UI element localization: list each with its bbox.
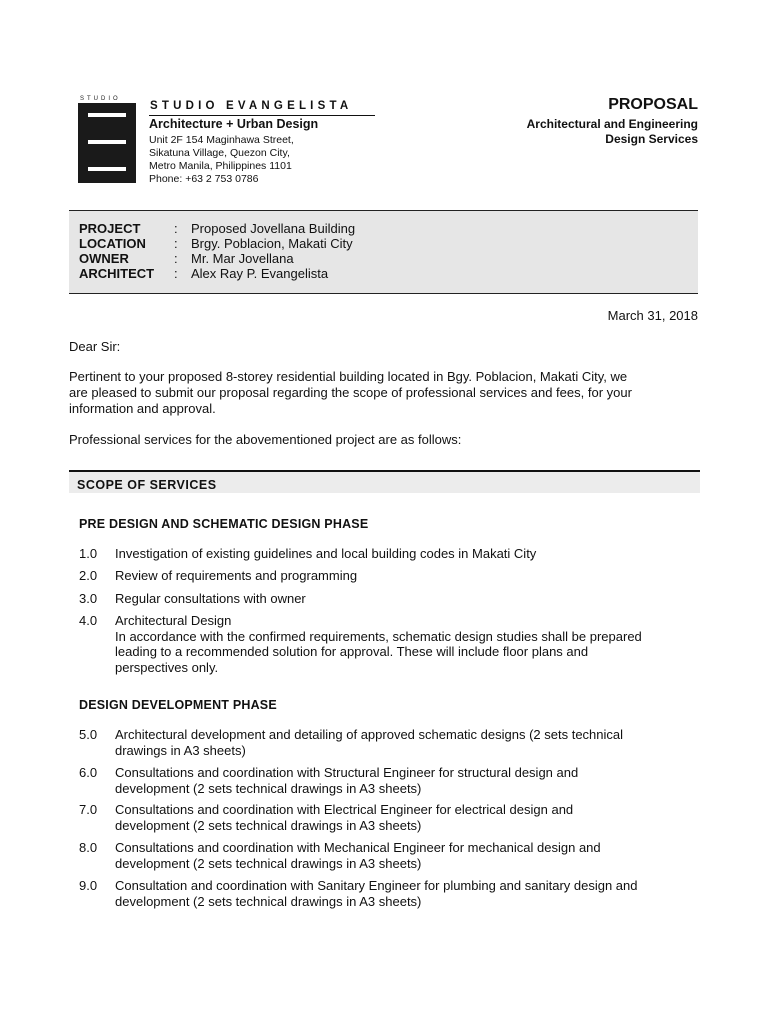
item-line: Regular consultations with owner bbox=[115, 591, 306, 606]
item-line: leading to a recommended solution for approval. These will include floor plans and bbox=[115, 644, 589, 659]
phase-title: PRE DESIGN AND SCHEMATIC DESIGN PHASE bbox=[79, 517, 369, 531]
logo-bar bbox=[88, 113, 126, 117]
item-line: drawings in A3 sheets) bbox=[115, 742, 246, 758]
service-item bbox=[115, 840, 700, 871]
service-item bbox=[115, 878, 700, 909]
studio-name: STUDIO EVANGELISTA bbox=[150, 100, 353, 112]
document-title: PROPOSAL bbox=[608, 96, 698, 113]
salutation: Dear Sir: bbox=[69, 339, 121, 354]
studio-tagline: Architecture + Urban Design bbox=[149, 117, 319, 131]
info-colon: : bbox=[174, 221, 178, 236]
item-line: In accordance with the confirmed requirements, schematic design studies shall be prepared bbox=[115, 628, 642, 644]
item-number: 9.0 bbox=[79, 878, 98, 893]
item-line: Consultations and coordination with Electrical Engineer for electrical design and bbox=[115, 802, 574, 817]
item-line: Architectural development and detailing of approved schematic designs (2 sets technical bbox=[115, 727, 624, 742]
service-item bbox=[115, 568, 700, 584]
service-item bbox=[115, 727, 700, 758]
service-item bbox=[115, 765, 700, 796]
item-number: 1.0 bbox=[79, 546, 98, 561]
info-value: Proposed Jovellana Building bbox=[191, 221, 356, 236]
item-line: Consultation and coordination with Sanitary Engineer for plumbing and sanitary design and bbox=[115, 878, 638, 893]
item-line: Architectural Design bbox=[115, 613, 232, 628]
studio-name-rule bbox=[149, 115, 375, 116]
item-line: Consultations and coordination with Mechanical Engineer for mechanical design and bbox=[115, 840, 601, 855]
item-line: Investigation of existing guidelines and local building codes in Makati City bbox=[115, 546, 537, 561]
item-line: development (2 sets technical drawings in A3 sheets) bbox=[115, 817, 422, 833]
item-number: 8.0 bbox=[79, 840, 98, 855]
address-line: Metro Manila, Philippines 1101 bbox=[149, 160, 292, 172]
service-item bbox=[115, 591, 700, 607]
info-label: OWNER bbox=[79, 251, 129, 266]
scope-title: SCOPE OF SERVICES bbox=[77, 478, 217, 492]
info-value: Mr. Mar Jovellana bbox=[191, 251, 294, 266]
intro-paragraph bbox=[69, 369, 699, 417]
service-item bbox=[115, 802, 700, 833]
info-colon: : bbox=[174, 251, 178, 266]
item-number: 4.0 bbox=[79, 613, 98, 628]
address-line: Sikatuna Village, Quezon City, bbox=[149, 147, 290, 159]
item-line: development (2 sets technical drawings in A3 sheets) bbox=[115, 893, 422, 909]
document-subtitle: Architectural and Engineering bbox=[526, 117, 698, 131]
address-line: Unit 2F 154 Maginhawa Street, bbox=[149, 134, 294, 146]
info-label: PROJECT bbox=[79, 221, 141, 236]
info-label: LOCATION bbox=[79, 236, 146, 251]
item-line: development (2 sets technical drawings in A3 sheets) bbox=[115, 780, 422, 796]
info-value: Alex Ray P. Evangelista bbox=[191, 266, 329, 281]
intro-line: are pleased to submit our proposal regarding the scope of professional services and fees, for your bbox=[69, 385, 632, 400]
logo-bar bbox=[88, 140, 126, 144]
service-item bbox=[115, 546, 700, 562]
info-label: ARCHITECT bbox=[79, 266, 155, 281]
item-number: 6.0 bbox=[79, 765, 98, 780]
item-line: Consultations and coordination with Structural Engineer for structural design and bbox=[115, 765, 579, 780]
item-number: 5.0 bbox=[79, 727, 98, 742]
item-number: 3.0 bbox=[79, 591, 98, 606]
document-subtitle: Design Services bbox=[605, 132, 698, 146]
logo-tag: STUDIO bbox=[80, 96, 121, 102]
intro-line: Pertinent to your proposed 8-storey residential building located in Bgy. Poblacion, Makati City, we bbox=[69, 369, 628, 384]
services-intro: Professional services for the abovementioned project are as follows: bbox=[69, 432, 462, 447]
info-value: Brgy. Poblacion, Makati City bbox=[191, 236, 353, 251]
letter-date: March 31, 2018 bbox=[607, 308, 698, 323]
logo-bar bbox=[88, 167, 126, 171]
intro-line: information and approval. bbox=[69, 401, 216, 416]
info-colon: : bbox=[174, 266, 178, 281]
phase-title: DESIGN DEVELOPMENT PHASE bbox=[79, 698, 277, 712]
studio-logo bbox=[78, 103, 136, 183]
item-number: 2.0 bbox=[79, 568, 98, 583]
phone-line: Phone: +63 2 753 0786 bbox=[149, 173, 259, 185]
project-info-box bbox=[69, 210, 698, 294]
service-item bbox=[115, 613, 700, 675]
item-line: development (2 sets technical drawings in A3 sheets) bbox=[115, 855, 422, 871]
item-line: perspectives only. bbox=[115, 659, 219, 675]
info-colon: : bbox=[174, 236, 178, 251]
item-number: 7.0 bbox=[79, 802, 98, 817]
item-line: Review of requirements and programming bbox=[115, 568, 358, 583]
